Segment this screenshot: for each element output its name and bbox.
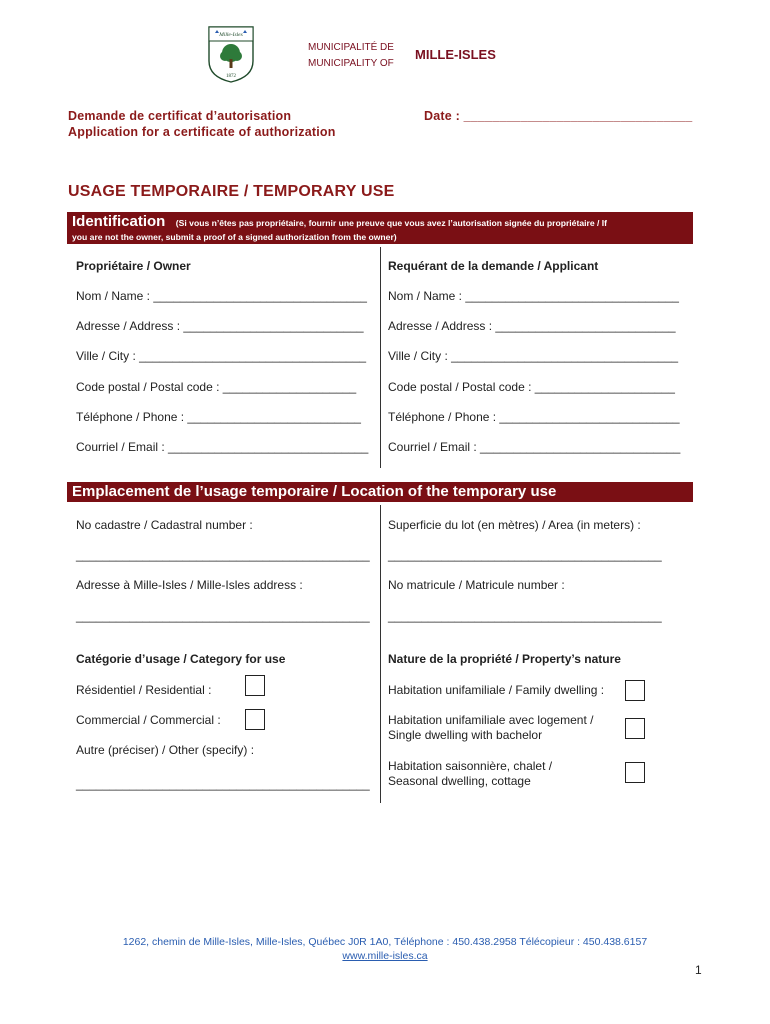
website-link[interactable]: www.mille-isles.ca [342,950,428,962]
form-title: USAGE TEMPORAIRE / TEMPORARY USE [68,183,395,200]
municipalite-de-text: MUNICIPALITÉ DE [308,42,394,53]
identification-note-line1: (Si vous n’êtes pas propriétaire, fournir une preuve que vous avez l’autorisation signée du propriétaire / If [175,218,608,228]
municipality-name: MILLE-ISLES [415,47,496,62]
owner-city-field[interactable]: Ville / City : __________________________________ [76,349,367,363]
bachelor-dwelling-checkbox[interactable] [625,718,645,739]
municipality-of-text: MUNICIPALITY OF [308,58,394,69]
cadastre-input[interactable]: ____________________________________________ [76,548,370,562]
municipality-of-label [308,40,394,72]
owner-email-field[interactable]: Courriel / Email : ______________________________ [76,440,369,454]
bachelor-dwelling-label-line2: Single dwelling with bachelor [388,728,543,742]
identification-header [67,212,693,244]
column-divider [380,247,381,468]
municipality-logo [207,25,255,83]
cadastre-label: No cadastre / Cadastral number : [76,518,253,532]
applicant-postal-code-field[interactable]: Code postal / Postal code : _____________________ [388,380,675,394]
seasonal-dwelling-label-line1: Habitation saisonnière, chalet / [388,759,553,773]
bachelor-dwelling-label-line1: Habitation unifamiliale avec logement / [388,713,594,727]
commercial-checkbox[interactable] [245,709,265,730]
date-field[interactable]: Date : ________________________________ [424,109,693,123]
location-title: Emplacement de l’usage temporaire / Location of the temporary use [72,483,557,500]
area-input[interactable]: _________________________________________ [388,548,662,562]
svg-text:1872: 1872 [226,74,236,79]
identification-note-line2: you are not the owner, submit a proof of a signed authorization from the owner) [72,232,397,242]
category-heading: Catégorie d’usage / Category for use [76,652,286,666]
location-header [67,482,693,502]
other-label: Autre (préciser) / Other (specify) : [76,743,255,757]
column-divider [380,505,381,803]
seasonal-dwelling-label-line2: Seasonal dwelling, cottage [388,774,531,788]
address-input[interactable]: ____________________________________________ [76,609,370,623]
family-dwelling-label: Habitation unifamiliale / Family dwelling : [388,683,605,697]
title-english: Application for a certificate of authorization [68,125,336,139]
owner-address-field[interactable]: Adresse / Address : ___________________________ [76,319,364,333]
owner-name-field[interactable]: Nom / Name : ________________________________ [76,289,367,303]
identification-title: Identification [72,213,166,230]
matricule-label: No matricule / Matricule number : [388,578,565,592]
owner-postal-code-field[interactable]: Code postal / Postal code : ____________________ [76,380,357,394]
owner-heading: Propriétaire / Owner [76,259,191,273]
footer-address: 1262, chemin de Mille-Isles, Mille-Isles, Québec J0R 1A0, Téléphone : 450.438.2958 Télécopieur : 450.438.6157 [122,936,648,948]
family-dwelling-checkbox[interactable] [625,680,645,701]
applicant-name-field[interactable]: Nom / Name : ________________________________ [388,289,679,303]
address-label: Adresse à Mille-Isles / Mille-Isles address : [76,578,303,592]
area-label: Superficie du lot (en mètres) / Area (in meters) : [388,518,641,532]
residential-label: Résidentiel / Residential : [76,683,212,697]
owner-phone-field[interactable]: Téléphone / Phone : __________________________ [76,410,361,424]
matricule-input[interactable]: _________________________________________ [388,609,662,623]
residential-checkbox[interactable] [245,675,265,696]
applicant-phone-field[interactable]: Téléphone / Phone : ___________________________ [388,410,680,424]
applicant-email-field[interactable]: Courriel / Email : ______________________________ [388,440,681,454]
applicant-city-field[interactable]: Ville / City : __________________________________ [388,349,679,363]
page-number: 1 [695,963,702,977]
applicant-heading: Requérant de la demande / Applicant [388,259,599,273]
title-french: Demande de certificat d’autorisation [68,109,292,123]
svg-text:Mille-Isles: Mille-Isles [219,32,243,38]
other-input[interactable]: ____________________________________________ [76,777,370,791]
applicant-address-field[interactable]: Adresse / Address : ___________________________ [388,319,676,333]
seasonal-dwelling-checkbox[interactable] [625,762,645,783]
commercial-label: Commercial / Commercial : [76,713,221,727]
property-heading: Nature de la propriété / Property’s nature [388,652,621,666]
